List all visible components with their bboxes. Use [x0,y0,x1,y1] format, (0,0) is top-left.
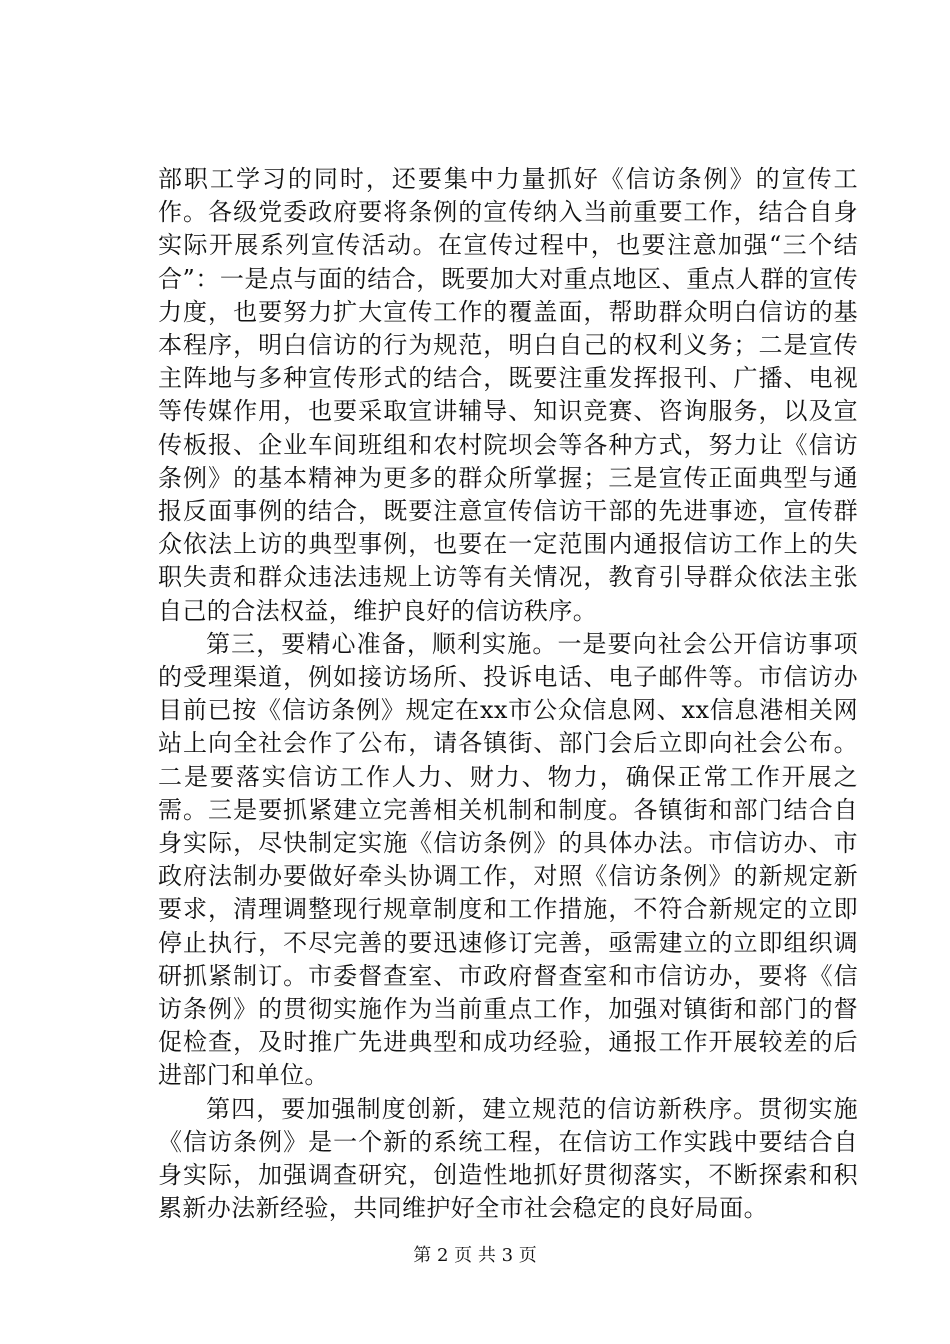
paragraph-third-point: 第三，要精心准备，顺利实施。一是要向社会公开信访事项的受理渠道，例如接访场所、投诉电话、电子邮件等。市信访办目前已按《信访条例》规定在xx市公众信息网、xx信息港相关网站上向全社会作了公布，请各镇街、部门会后立即向社会公布。二是要落实信访工作人力、财力、物力，确保正常工作开展之需。三是要抓紧建立完善相关机制和制度。各镇街和部门结合自身实际，尽快制定实施《信访条例》的具体办法。市信访办、市政府法制办要做好牵头协调工作，对照《信访条例》的新规定新要求，清理调整现行规章制度和工作措施，不符合新规定的立即停止执行，不尽完善的要迅速修订完善，亟需建立的立即组织调研抓紧制订。市委督查室、市政府督查室和市信访办，要将《信访条例》的贯彻实施作为当前重点工作，加强对镇街和部门的督促检查，及时推广先进典型和成功经验，通报工作开展较差的后进部门和单位。 [158,629,858,1090]
page-footer: 第 2 页 共 3 页 [413,1245,537,1266]
document-body [158,163,858,1226]
paragraph-fourth-point: 第四，要加强制度创新，建立规范的信访新秩序。贯彻实施《信访条例》是一个新的系统工程，在信访工作实践中要结合自身实际，加强调查研究，创造性地抓好贯彻落实，不断探索和积累新办法新经验，共同维护好全市社会稳定的良好局面。 [158,1094,858,1223]
paragraph-publicity: 部职工学习的同时，还要集中力量抓好《信访条例》的宣传工作。各级党委政府要将条例的宣传纳入当前重要工作，结合自身实际开展系列宣传活动。在宣传过程中，也要注意加强“三个结合”：一是点与面的结合，既要加大对重点地区、重点人群的宣传力度，也要努力扩大宣传工作的覆盖面，帮助群众明白信访的基本程序，明白信访的行为规范，明白自己的权利义务；二是宣传主阵地与多种宣传形式的结合，既要注重发挥报刊、广播、电视等传媒作用，也要采取宣讲辅导、知识竞赛、咨询服务，以及宣传板报、企业车间班组和农村院坝会等各种方式，努力让《信访条例》的基本精神为更多的群众所掌握；三是宣传正面典型与通报反面事例的结合，既要注意宣传信访干部的先进事迹，宣传群众依法上访的典型事例，也要在一定范围内通报信访工作上的失职失责和群众违法违规上访等有关情况，教育引导群众依法主张自己的合法权益，维护良好的信访秩序。 [158,165,858,625]
